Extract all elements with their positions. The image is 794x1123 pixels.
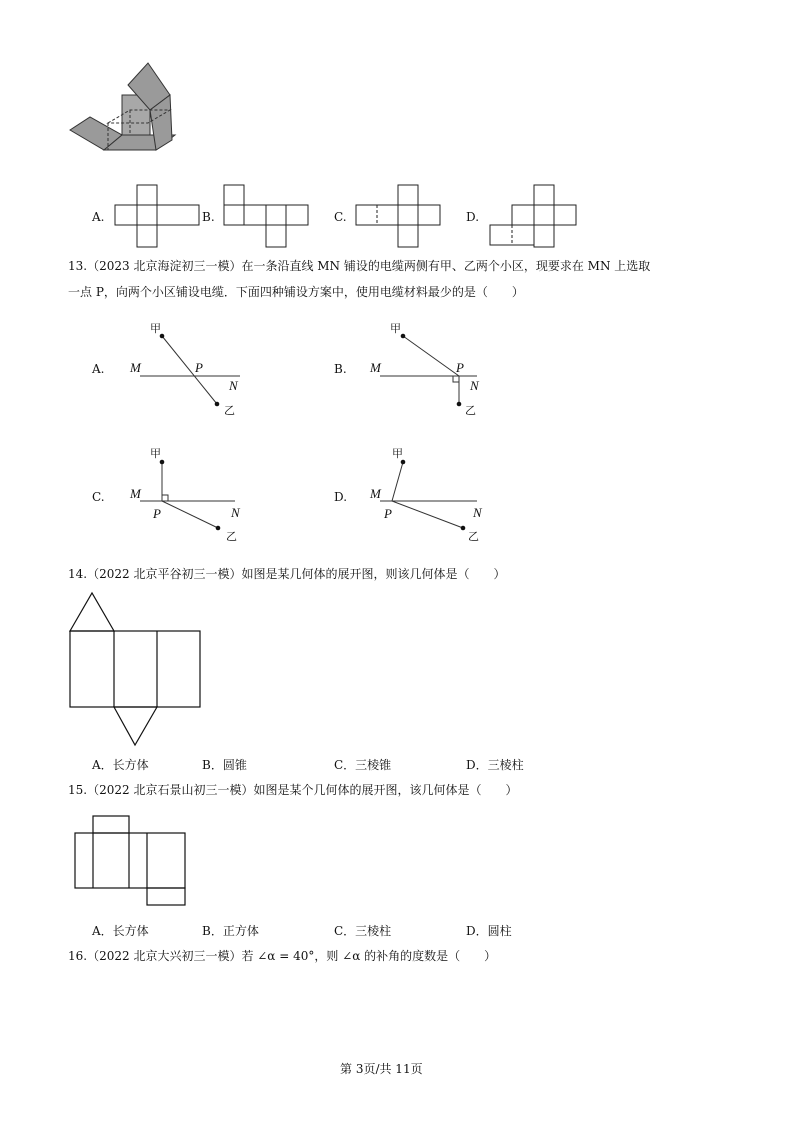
q16-text: 16.（2022 北京大兴初三一模）若 ∠α = 40°，则 ∠α 的补角的度数是（ ） xyxy=(68,949,497,963)
q12-option-a-label[interactable]: A. xyxy=(92,210,105,224)
q14-option-b[interactable]: B．圆锥 xyxy=(202,758,247,772)
q13-b-m: M xyxy=(370,360,381,375)
q15-option-c[interactable]: C．三棱柱 xyxy=(334,924,392,938)
q12-option-a-net xyxy=(115,185,205,247)
q13-text-line1: 13.（2023 北京海淀初三一模）在一条沿直线 MN 铺设的电缆两侧有甲、乙两个小区，现要求在 MN 上选取 xyxy=(68,259,651,273)
q13-d-jia: 甲 xyxy=(392,447,403,460)
q13-a-n: N xyxy=(229,378,238,393)
q13-c-m: M xyxy=(130,486,141,501)
q13-b-p: P xyxy=(456,360,464,375)
q15-option-d[interactable]: D．圆柱 xyxy=(466,924,512,938)
q14-prism-net xyxy=(69,592,204,747)
q13-option-a-diagram xyxy=(125,320,255,420)
q14-option-c[interactable]: C．三棱锥 xyxy=(334,758,392,772)
q13-option-d-label[interactable]: D. xyxy=(334,490,348,504)
q12-option-c-label[interactable]: C. xyxy=(334,210,347,224)
q13-c-n: N xyxy=(231,505,240,520)
q13-a-p: P xyxy=(195,360,203,375)
q13-c-p: P xyxy=(153,506,161,521)
q13-a-jia: 甲 xyxy=(150,322,161,335)
q13-c-jia: 甲 xyxy=(150,447,161,460)
q15-option-a[interactable]: A．长方体 xyxy=(92,924,149,938)
q12-option-c-net xyxy=(356,185,446,247)
q15-option-b[interactable]: B．正方体 xyxy=(202,924,259,938)
q15-cuboid-net xyxy=(74,815,189,907)
q13-a-m: M xyxy=(130,360,141,375)
q13-b-yi: 乙 xyxy=(465,404,476,417)
q13-a-yi: 乙 xyxy=(224,404,235,417)
q13-b-n: N xyxy=(470,378,479,393)
q14-option-a[interactable]: A．长方体 xyxy=(92,758,149,772)
page-footer: 第 3页/共 11页 xyxy=(340,1062,423,1076)
q13-option-c-label[interactable]: C. xyxy=(92,490,105,504)
q12-option-b-label[interactable]: B. xyxy=(202,210,215,224)
q12-option-b-net xyxy=(224,185,314,247)
q13-b-jia: 甲 xyxy=(390,322,401,335)
q13-d-yi: 乙 xyxy=(468,530,479,543)
q13-option-b-label[interactable]: B. xyxy=(334,362,347,376)
q13-c-yi: 乙 xyxy=(226,530,237,543)
q13-d-n: N xyxy=(473,505,482,520)
q15-text: 15.（2022 北京石景山初三一模）如图是某个几何体的展开图，该几何体是（ ） xyxy=(68,783,518,797)
q13-text-line2: 一点 P，向两个小区铺设电缆．下面四种铺设方案中，使用电缆材料最少的是（ ） xyxy=(68,285,524,299)
q13-option-a-label[interactable]: A. xyxy=(92,362,105,376)
q13-d-p: P xyxy=(384,506,392,521)
q13-d-m: M xyxy=(370,486,381,501)
q12-folding-cube-figure xyxy=(60,55,190,175)
q14-text: 14.（2022 北京平谷初三一模）如图是某几何体的展开图，则该几何体是（ ） xyxy=(68,567,506,581)
q14-option-d[interactable]: D．三棱柱 xyxy=(466,758,524,772)
q12-option-d-net xyxy=(490,185,580,247)
q12-option-d-label[interactable]: D. xyxy=(466,210,480,224)
